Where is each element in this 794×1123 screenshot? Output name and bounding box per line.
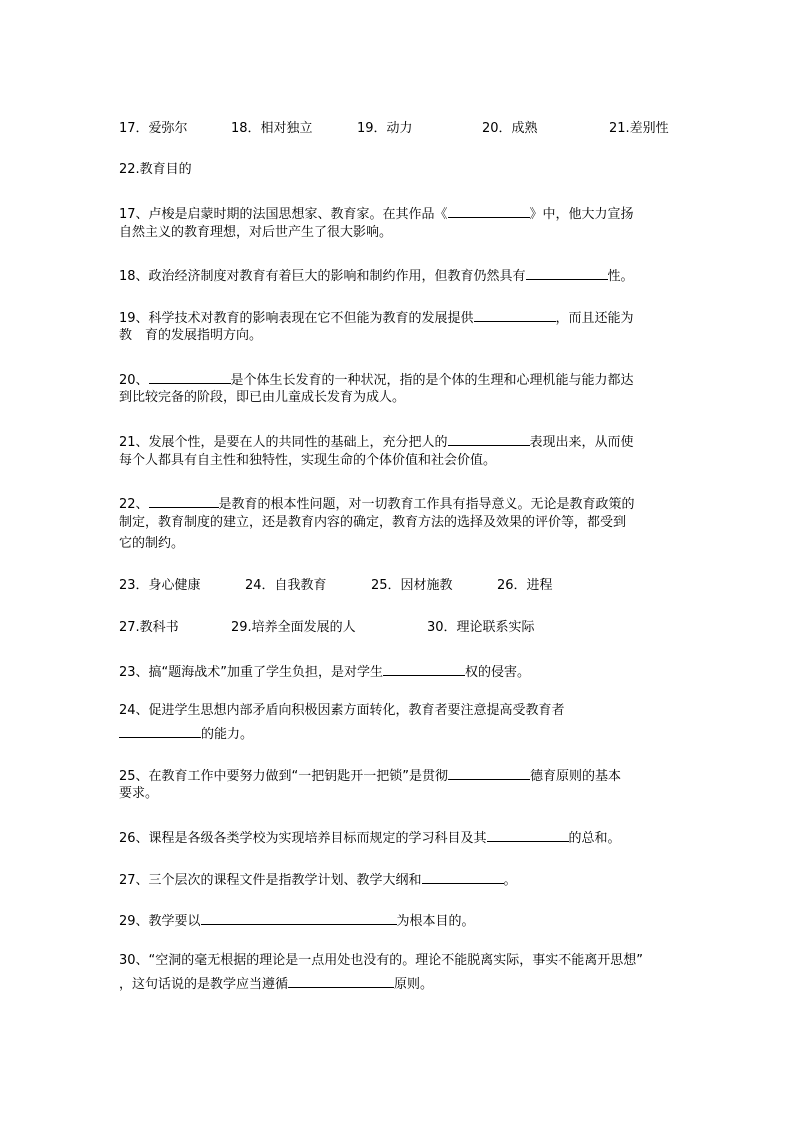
question-22-line2: 制定，教育制度的建立，还是教育内容的确定，教育方法的选择及效果的评价等，都受到	[119, 515, 627, 530]
answer-29: 29.培养全面发展的人	[231, 620, 356, 635]
question-text: 25、在教育工作中要努力做到“一把钥匙开一把锁”是贯彻	[119, 769, 449, 784]
answer-30: 30．理论联系实际	[427, 620, 535, 635]
question-22-line3: 它的制约。	[119, 536, 185, 551]
answer-23: 23．身心健康	[119, 578, 201, 593]
answer-blank[interactable]	[383, 662, 465, 676]
answer-blank[interactable]	[288, 974, 394, 988]
answer-21: 21.差别性	[609, 121, 669, 136]
answer-17: 17．爱弥尔	[119, 121, 188, 136]
question-17	[119, 204, 634, 223]
question-text: 为根本目的。	[396, 914, 475, 929]
question-19	[119, 308, 634, 327]
question-text: 表现出来，从而使	[529, 435, 634, 450]
question-26	[119, 828, 621, 847]
answer-20: 20．成熟	[482, 121, 538, 136]
question-27	[119, 870, 517, 889]
question-text: 。	[503, 873, 517, 888]
question-text: 原则。	[394, 977, 434, 992]
question-text: 》中，他大力宣扬	[529, 207, 634, 222]
question-25	[119, 766, 621, 785]
question-text: 权的侵害。	[465, 665, 531, 680]
question-20-line2: 到比较完备的阶段，即已由儿童成长发育为成人。	[119, 390, 406, 405]
question-29	[119, 911, 475, 930]
question-text: 22、	[119, 497, 149, 512]
question-text: 德育原则的基本	[530, 769, 622, 784]
answer-24: 24．自我教育	[245, 578, 327, 593]
answer-27: 27.教科书	[119, 620, 179, 635]
question-24: 24、促进学生思想内部矛盾向积极因素方面转化，教育者要注意提高受教育者	[119, 703, 565, 718]
question-21-line2: 每个人都具有自主性和独特性，实现生命的个体价值和社会价值。	[119, 453, 497, 468]
question-text: 18、政治经济制度对教育有着巨大的影响和制约作用，但教育仍然具有	[119, 269, 526, 284]
answer-19: 19．动力	[357, 121, 413, 136]
question-text: 29、教学要以	[119, 914, 201, 929]
answer-blank[interactable]	[526, 266, 608, 280]
answer-25: 25．因材施教	[371, 578, 453, 593]
question-text: 23、搞“题海战术”加重了学生负担，是对学生	[119, 665, 384, 680]
answer-blank[interactable]	[448, 204, 530, 218]
question-text: 的总和。	[568, 831, 621, 846]
question-text: 17、卢梭是启蒙时期的法国思想家、教育家。在其作品《	[119, 207, 448, 222]
question-text: 27、三个层次的课程文件是指教学计划、教学大纲和	[119, 873, 422, 888]
question-text: 20、	[119, 373, 149, 388]
question-text: 21、发展个性，是要在人的共同性的基础上，充分把人的	[119, 435, 448, 450]
question-text: 是个体生长发育的一种状况，指的是个体的生理和心理机能与能力都达	[230, 373, 634, 388]
answer-blank[interactable]	[474, 308, 556, 322]
answer-blank[interactable]	[119, 724, 201, 738]
question-text: 19、科学技术对教育的影响表现在它不但能为教育的发展提供	[119, 311, 474, 326]
question-text: 是教育的根本性问题，对一切教育工作具有指导意义。无论是教育政策的	[218, 497, 635, 512]
question-text: ，这句话说的是教学应当遵循	[119, 977, 289, 992]
question-17-line2: 自然主义的教育理想，对后世产生了很大影响。	[119, 225, 393, 240]
question-text: 性。	[607, 269, 634, 284]
question-23	[119, 662, 530, 681]
question-18	[119, 266, 634, 285]
question-22	[119, 494, 635, 513]
question-text: 的能力。	[201, 727, 254, 742]
answer-blank[interactable]	[201, 911, 397, 925]
question-30: 30、“空洞的毫无根据的理论是一点用处也没有的。理论不能脱离实际，事实不能离开思想”	[119, 953, 644, 968]
question-30-line2	[119, 974, 433, 993]
answer-18: 18．相对独立	[231, 121, 313, 136]
answer-blank[interactable]	[448, 432, 530, 446]
question-20	[119, 370, 634, 389]
question-21	[119, 432, 634, 451]
answer-blank[interactable]	[149, 494, 219, 508]
question-24-line2	[119, 724, 253, 743]
answer-blank[interactable]	[149, 370, 231, 384]
answer-blank[interactable]	[487, 828, 569, 842]
answer-blank[interactable]	[448, 766, 530, 780]
question-text: 26、课程是各级各类学校为实现培养目标而规定的学习科目及其	[119, 831, 487, 846]
answer-blank[interactable]	[422, 870, 504, 884]
answer-26: 26．进程	[497, 578, 553, 593]
question-25-line2: 要求。	[119, 786, 159, 801]
question-19-line2: 教 育的发展指明方向。	[119, 328, 263, 343]
question-text: ，而且还能为	[555, 311, 634, 326]
answer-22: 22.教育目的	[119, 162, 192, 177]
